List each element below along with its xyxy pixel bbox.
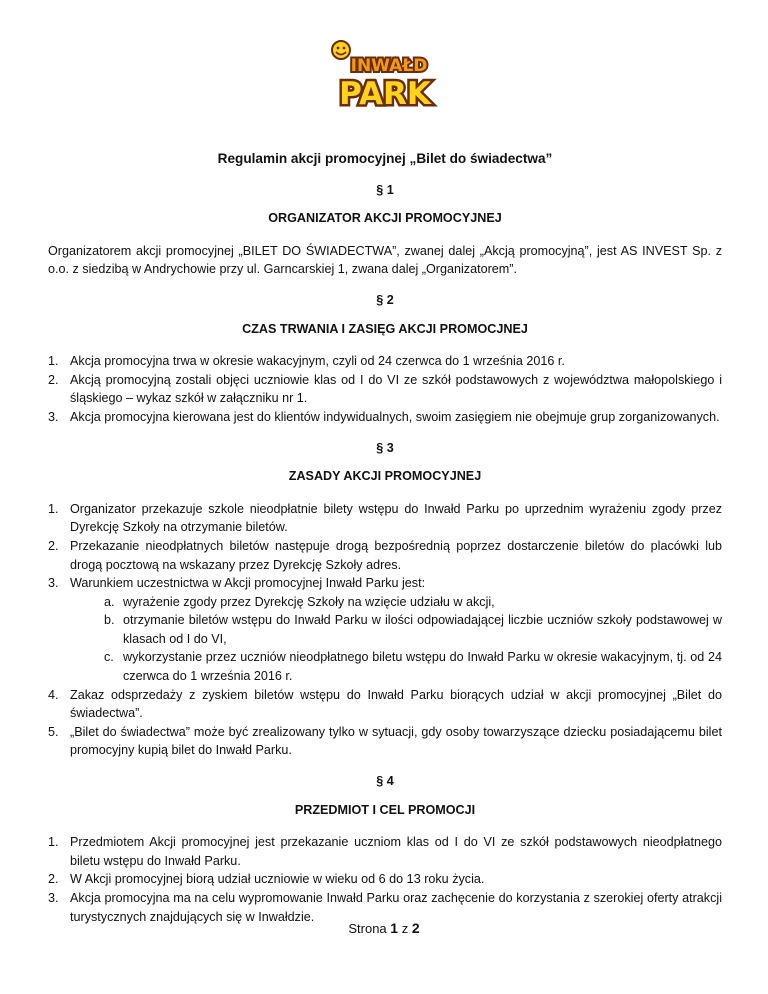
section-3-heading: ZASADY AKCJI PROMOCYJNEJ (288, 469, 482, 484)
section-3-sublist (70, 593, 722, 686)
section-4-list (48, 833, 722, 926)
list-item: 1. Przedmiotem Akcji promocyjnej jest przekazanie uczniom klas od I do VI ze szkół podstawowych nieodpłatnego biletu wstępu do Inwałd Parku. (48, 835, 722, 868)
footer-of: z (401, 921, 409, 936)
list-item: 1. Akcja promocyjna trwa w okresie wakacyjnym, czyli od 24 czerwca do 1 września 2016 r. (48, 354, 565, 369)
section-4-number: § 4 (376, 774, 394, 789)
sub-list-item: b. otrzymanie biletów wstępu do Inwałd Parku w ilości odpowiadającej liczbie uczniów szkoły podstawowej w klasach od I do VI, (104, 613, 722, 646)
list-item: 5. „Bilet do świadectwa” może być zrealizowany tylko w sytuacji, gdy osoby towarzyszące dziecku posiadającemu bilet promocyjny kupią bilet do Inwałd Parku. (48, 724, 722, 758)
section-1-heading: ORGANIZATOR AKCJI PROMOCYJNEJ (268, 211, 502, 226)
page-footer (0, 920, 768, 936)
section-2-heading: CZAS TRWANIA I ZASIĘG AKCJI PROMOCJNEJ (242, 321, 528, 336)
footer-page-number: 1 (390, 920, 399, 936)
section-2-list (48, 352, 722, 426)
list-item: 2. Akcją promocyjną zostali objęci uczniowie klas od I do VI ze szkół podstawowych z województwa małopolskiego i śląskiego – wykaz szkół w załączniku nr 1. (48, 372, 722, 406)
document-body (48, 150, 722, 938)
list-item: 3. Akcja promocyjna ma na celu wypromowanie Inwałd Parku oraz zachęcenie do korzystania z szerokiej oferty atrakcji turystycznych znajdujących się w Inwałdzie. (48, 891, 722, 924)
svg-text:PARK: PARK (339, 76, 431, 110)
list-item: 2. Przekazanie nieodpłatnych biletów następuje drogą bezpośrednią poprzez dostarczenie biletów do placówki lub drogą pocztową na wskazany przez Dyrekcję Szkoły adres. (48, 538, 722, 572)
sub-list-item: a. wyrażenie zgody przez Dyrekcję Szkoły na wzięcie udziału w akcji, (104, 594, 495, 609)
svg-text:INWAŁD: INWAŁD (350, 56, 428, 76)
list-item: 2. W Akcji promocyjnej biorą udział uczniowie w wieku od 6 do 13 roku życia. (48, 872, 485, 887)
section-3-number: § 3 (376, 440, 394, 455)
inwald-park-logo (331, 38, 439, 110)
section-1-number: § 1 (376, 182, 394, 197)
sub-list-item: c. wykorzystanie przez uczniów nieodpłatnego biletu wstępu do Inwałd Parku w okresie wakacyjnym, tj. od 24 czerwca do 1 września 2016 r. (104, 650, 722, 684)
section-4-heading: PRZEDMIOT I CEL PROMOCJI (294, 802, 476, 817)
list-item: 3. Warunkiem uczestnictwa w Akcji promocyjnej Inwałd Parku jest: a. wyrażenie zgody przez Dyrekcję Szkoły na wzięcie udziału w akcji, b. otrzymanie biletów wstępu do Inwałd Parku w ilości odpowiadającej liczbie uczniów szkoły podstawowej w klasach od I do VI, c. wykorzystanie przez uczniów nieodpłatnego biletu wstępu do Inwałd Parku w okresie wakacyjnym, tj. od 24 czerwca do 1 września 2016 r. (48, 574, 722, 686)
list-item: 3. Akcja promocyjna kierowana jest do klientów indywidualnych, swoim zasięgiem nie obejmuje grup zorganizowanych. (48, 409, 720, 424)
section-3-list (48, 500, 722, 760)
footer-label: Strona (348, 921, 387, 936)
list-item: 1. Organizator przekazuje szkole nieodpłatnie bilety wstępu do Inwałd Parku po uprzednim wyrażeniu zgody przez Dyrekcję Szkoły na otrzymanie biletów. (48, 501, 722, 535)
footer-total-pages: 2 (411, 920, 420, 936)
section-1-text: Organizatorem akcji promocyjnej „BILET DO ŚWIADECTWA”, zwanej dalej „Akcją promocyjną”, jest AS INVEST Sp. z o.o. z siedzibą w Andrychowie przy ul. Garncarskiej 1, zwana dalej „Organizatorem”. (48, 243, 722, 277)
list-item: 4. Zakaz odsprzedaży z zyskiem biletów wstępu do Inwałd Parku biorących udział w akcji promocyjnej „Bilet do świadectwa”. (48, 687, 722, 721)
section-2-number: § 2 (376, 292, 394, 307)
document-title: Regulamin akcji promocyjnej „Bilet do świadectwa” (217, 151, 553, 166)
